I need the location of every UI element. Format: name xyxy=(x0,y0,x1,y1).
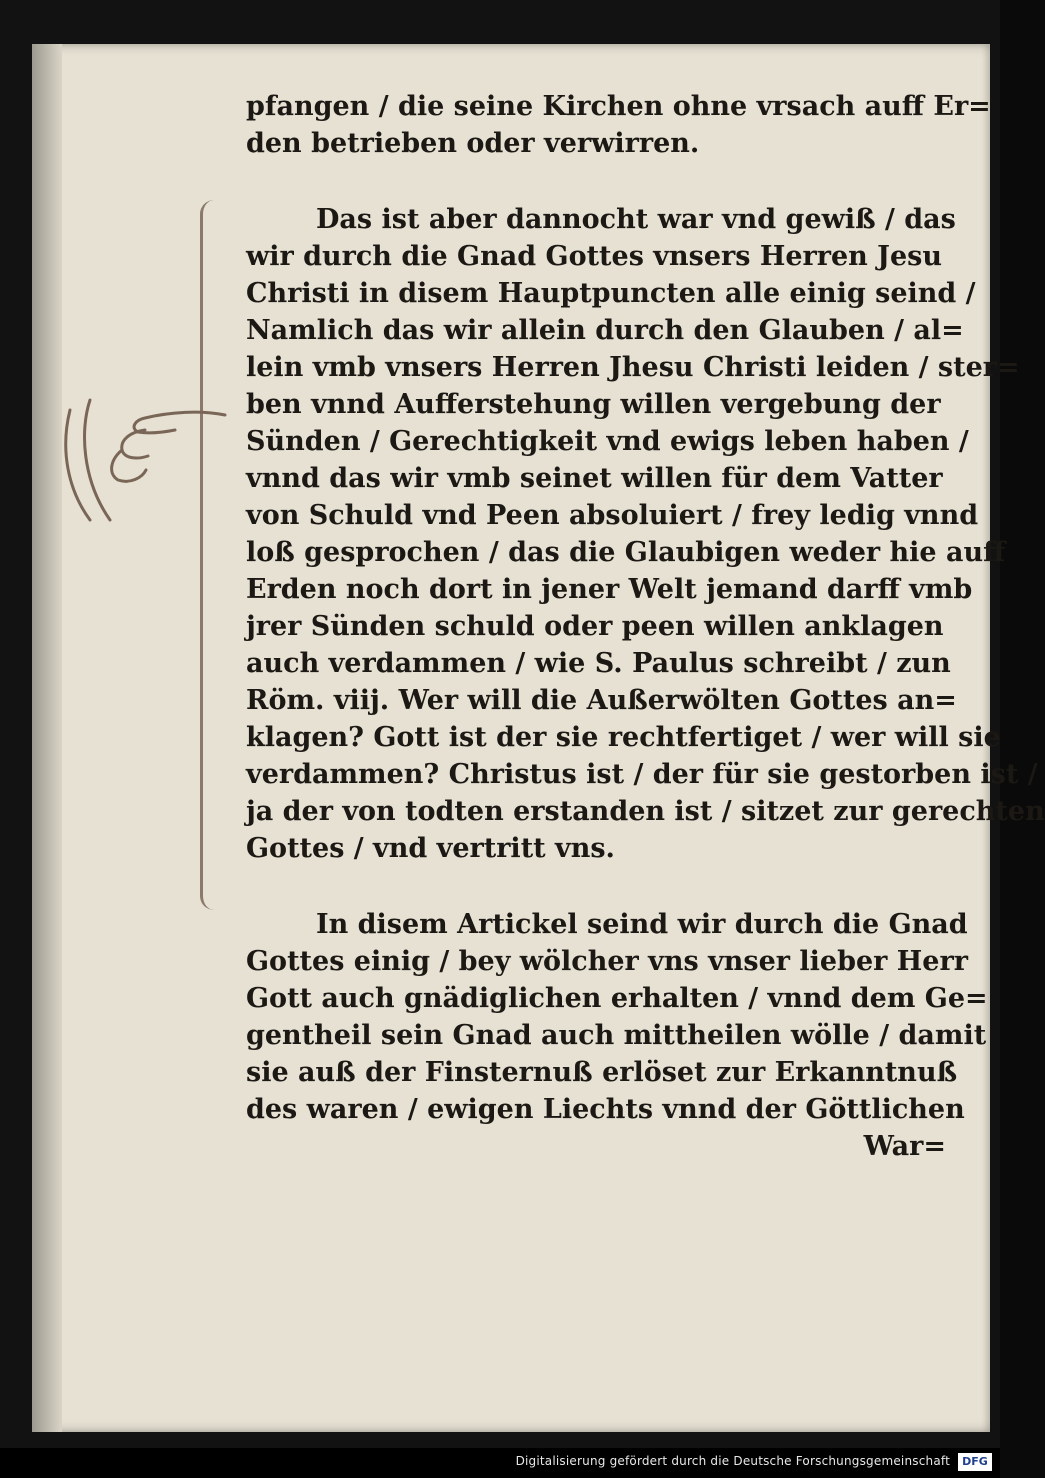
text-line: sie auß der Finsternuß erlöset zur Erkanntnuß xyxy=(246,1057,958,1088)
text-line: Erden noch dort in jener Welt jemand darff vmb xyxy=(246,574,973,605)
text-line: auch verdammen / wie S. Paulus schreibt / zun xyxy=(246,648,951,679)
text-line: ja der von todten erstanden ist / sitzet zur gerechten xyxy=(246,796,1045,827)
text-line: jrer Sünden schuld oder peen willen anklagen xyxy=(246,611,944,642)
page-text xyxy=(246,88,1045,1165)
text-line: den betrieben oder verwirren. xyxy=(246,128,700,159)
text-line: wir durch die Gnad Gottes vnsers Herren Jesu xyxy=(246,241,942,272)
text-line: von Schuld vnd Peen absoluiert / frey ledig vnnd xyxy=(246,500,979,531)
text-line: Gottes / vnd vertritt vns. xyxy=(246,833,615,864)
text-line: verdammen? Christus ist / der für sie gestorben ist / xyxy=(246,759,1038,790)
text-line: In disem Artickel seind wir durch die Gnad xyxy=(316,909,968,940)
page-gutter xyxy=(32,44,62,1432)
text-line: ben vnnd Aufferstehung willen vergebung der xyxy=(246,389,941,420)
text-line: Röm. viij. Wer will die Außerwölten Gottes an= xyxy=(246,685,957,716)
manicule-icon xyxy=(50,370,230,530)
text-line: Namlich das wir allein durch den Glauben / al= xyxy=(246,315,964,346)
text-line: des waren / ewigen Liechts vnnd der Göttlichen xyxy=(246,1094,965,1125)
funding-credit: Digitalisierung gefördert durch die Deutsche Forschungsgemeinschaft xyxy=(515,1454,950,1468)
text-line: lein vmb vnsers Herren Jhesu Christi leiden / ster= xyxy=(246,352,1020,383)
text-line: gentheil sein Gnad auch mittheilen wölle / damit xyxy=(246,1020,987,1051)
catchword: War= xyxy=(863,1131,946,1162)
text-line: Das ist aber dannocht war vnd gewiß / das xyxy=(316,204,956,235)
text-line: Sünden / Gerechtigkeit vnd ewigs leben haben / xyxy=(246,426,969,457)
text-line: Gottes einig / bey wölcher vns vnser lieber Herr xyxy=(246,946,968,977)
text-line: pfangen / die seine Kirchen ohne vrsach auff Er= xyxy=(246,91,991,122)
text-line: loß gesprochen / das die Glaubigen weder hie auff xyxy=(246,537,1006,568)
text-line: Gott auch gnädiglichen erhalten / vnnd dem Ge= xyxy=(246,983,988,1014)
margin-bracket xyxy=(200,200,233,910)
footer-bar xyxy=(0,1448,1000,1478)
text-line: vnnd das wir vmb seinet willen für dem Vatter xyxy=(246,463,943,494)
text-line: klagen? Gott ist der sie rechtfertiget / wer will sie xyxy=(246,722,1001,753)
text-line: Christi in disem Hauptpuncten alle einig seind / xyxy=(246,278,976,309)
dfg-logo: DFG xyxy=(958,1453,992,1471)
